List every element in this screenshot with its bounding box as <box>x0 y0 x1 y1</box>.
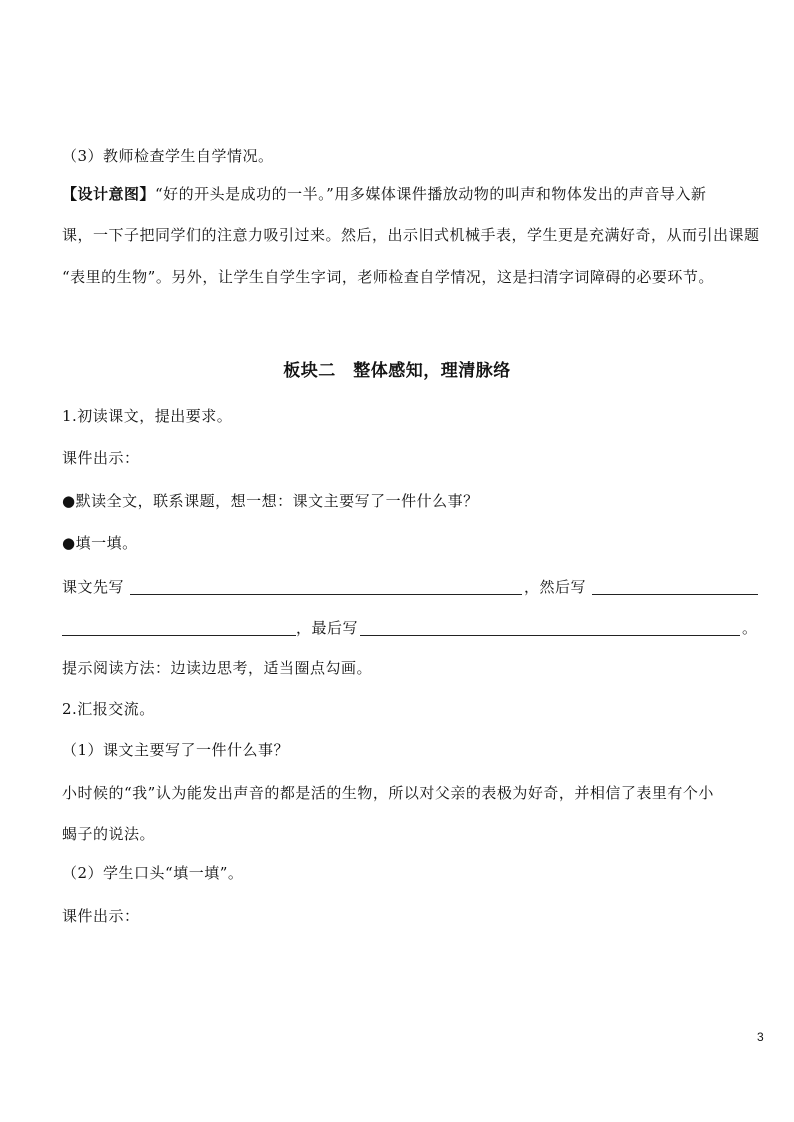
item-2-report: 2.汇报交流。 <box>62 700 155 718</box>
design-intent-line-1 <box>62 184 706 204</box>
design-intent-text-1: “好的开头是成功的一半。”用多媒体课件播放动物的叫声和物体发出的声音导入新 <box>155 185 707 203</box>
question-2: （2）学生口头“填一填”。 <box>62 864 244 882</box>
fill-blank-last <box>360 635 740 636</box>
reading-tip: 提示阅读方法：边读边思考，适当圈点勾画。 <box>62 659 373 677</box>
courseware-label-1: 课件出示： <box>62 449 140 467</box>
answer-line-1: 小时候的“我”认为能发出声音的都是活的生物，所以对父亲的表极为好奇，并相信了表里有个小 <box>62 784 714 802</box>
design-intent-label: 【设计意图】 <box>62 185 156 203</box>
page-number: 3 <box>757 1030 764 1044</box>
design-intent-line-3: “表里的生物”。另外，让学生自学生字词，老师检查自学情况，这是扫清字词障碍的必要环节。 <box>62 268 714 286</box>
bullet-silent-read: ●默读全文，联系课题，想一想：课文主要写了一件什么事？ <box>62 492 479 510</box>
fill-label-then: ，然后写 <box>524 578 587 596</box>
fill-blank-then-part2 <box>62 635 296 636</box>
section-heading: 板块二 整体感知，理清脉络 <box>283 361 511 381</box>
answer-line-2: 蝎子的说法。 <box>62 825 156 843</box>
fill-label-last: ，最后写 <box>296 619 359 637</box>
fill-label-first: 课文先写 <box>62 578 125 596</box>
paragraph-teacher-check: （3）教师检查学生自学情况。 <box>62 147 274 165</box>
question-1: （1）课文主要写了一件什么事？ <box>62 741 290 759</box>
fill-blank-then-part1 <box>592 594 758 595</box>
fill-end-period: 。 <box>742 619 758 637</box>
item-1-read: 1.初读课文，提出要求。 <box>62 407 233 425</box>
bullet-fill-in: ●填一填。 <box>62 534 138 552</box>
fill-blank-first <box>130 594 522 595</box>
design-intent-line-2: 课，一下子把同学们的注意力吸引过来。然后，出示旧式机械手表，学生更是充满好奇，从而引出课题 <box>62 226 760 244</box>
courseware-label-2: 课件出示： <box>62 907 140 925</box>
